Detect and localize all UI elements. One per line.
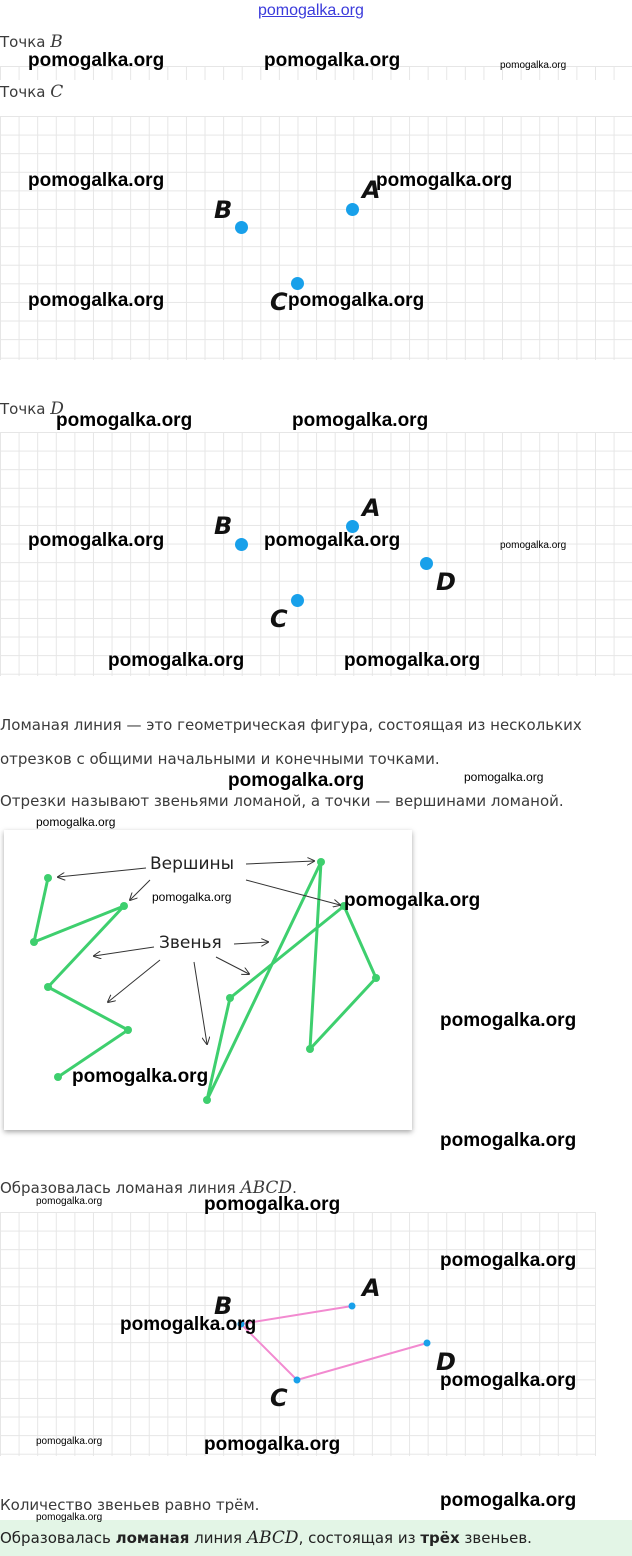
letter-b-c: B xyxy=(214,196,233,224)
abcd-polyline-svg xyxy=(0,1212,632,1456)
conclusion-box xyxy=(0,1520,632,1556)
formed-line-text: Образовалась ломаная линия ABCD. xyxy=(0,1178,297,1198)
watermark: pomogalka.org xyxy=(36,815,116,829)
conclusion-text: Образовалась ломаная линия ABCD, состоящая из трёх звеньев. xyxy=(0,1528,532,1548)
watermark: pomogalka.org xyxy=(28,290,165,311)
watermark: pomogalka.org xyxy=(376,170,513,191)
watermark: pomogalka.org xyxy=(288,290,425,311)
watermark: pomogalka.org xyxy=(500,60,567,71)
left-polyline xyxy=(34,878,128,1077)
vertices-label: Вершины xyxy=(150,854,235,874)
watermark: pomogalka.org xyxy=(204,1194,341,1215)
definition-line-2: отрезков с общими начальными и конечными точками. xyxy=(0,750,440,768)
grid-d xyxy=(0,432,632,676)
section-d-var: D xyxy=(50,399,64,419)
watermark: pomogalka.org xyxy=(344,650,481,671)
section-b-var: B xyxy=(50,32,63,52)
watermark: pomogalka.org xyxy=(228,770,365,791)
watermark: pomogalka.org xyxy=(28,170,165,191)
watermark: pomogalka.org xyxy=(36,1512,103,1523)
letter-c-d: C xyxy=(270,605,288,633)
watermark: pomogalka.org xyxy=(264,530,401,551)
watermark: pomogalka.org xyxy=(204,1434,341,1455)
point-a-c xyxy=(346,203,359,216)
watermark: pomogalka.org xyxy=(36,1196,103,1207)
formed-var: ABCD xyxy=(240,1178,293,1198)
watermark: pomogalka.org xyxy=(292,410,429,431)
watermark: pomogalka.org xyxy=(28,530,165,551)
section-d-label: Точка D xyxy=(0,399,64,419)
grid-c xyxy=(0,116,632,360)
watermark: pomogalka.org xyxy=(36,1436,103,1447)
letter-a-d: A xyxy=(362,494,381,522)
point-c-d xyxy=(291,594,304,607)
watermark: pomogalka.org xyxy=(28,50,165,71)
top-watermark[interactable]: pomogalka.org xyxy=(258,2,364,19)
abcd-polyline xyxy=(241,1306,427,1380)
definition-line-1: Ломаная линия — это геометрическая фигура, состоящая из нескольких xyxy=(0,716,582,734)
watermark: pomogalka.org xyxy=(56,410,193,431)
letter-a-c: A xyxy=(362,176,381,204)
point-d-abcd xyxy=(424,1340,431,1347)
point-a-abcd xyxy=(349,1303,356,1310)
watermark: pomogalka.org xyxy=(108,650,245,671)
watermark: pomogalka.org xyxy=(440,1490,577,1511)
watermark: pomogalka.org xyxy=(264,50,401,71)
watermark: pomogalka.org xyxy=(440,1010,577,1031)
count-text: Количество звеньев равно трём. xyxy=(0,1496,260,1514)
section-c-var: C xyxy=(50,82,64,102)
watermark: pomogalka.org xyxy=(440,1130,577,1151)
watermark: pomogalka.org xyxy=(440,1370,577,1391)
watermark: pomogalka.org xyxy=(120,1314,257,1335)
point-b-c xyxy=(235,221,248,234)
letter-c-abcd: C xyxy=(270,1384,288,1412)
section-b-label: Точка B xyxy=(0,32,63,52)
point-d-d xyxy=(420,557,433,570)
letter-b-d: B xyxy=(214,512,233,540)
watermark: pomogalka.org xyxy=(344,890,481,911)
watermark: pomogalka.org xyxy=(152,890,232,904)
letter-d-abcd: D xyxy=(436,1348,456,1376)
letter-c-c: C xyxy=(270,288,288,316)
watermark: pomogalka.org xyxy=(440,1250,577,1271)
watermark: pomogalka.org xyxy=(500,540,567,551)
section-c-label: Точка C xyxy=(0,82,64,102)
letter-b-abcd: B xyxy=(214,1292,233,1320)
letter-a-abcd: A xyxy=(362,1274,381,1302)
watermark: pomogalka.org xyxy=(464,770,544,784)
watermark: pomogalka.org xyxy=(72,1066,209,1087)
definition-line-3: Отрезки называют звеньями ломаной, а точки — вершинами ломаной. xyxy=(0,792,564,810)
point-c-c xyxy=(291,277,304,290)
links-label: Звенья xyxy=(159,933,222,953)
point-c-abcd xyxy=(294,1377,301,1384)
letter-d-d: D xyxy=(436,568,456,596)
point-b-d xyxy=(235,538,248,551)
